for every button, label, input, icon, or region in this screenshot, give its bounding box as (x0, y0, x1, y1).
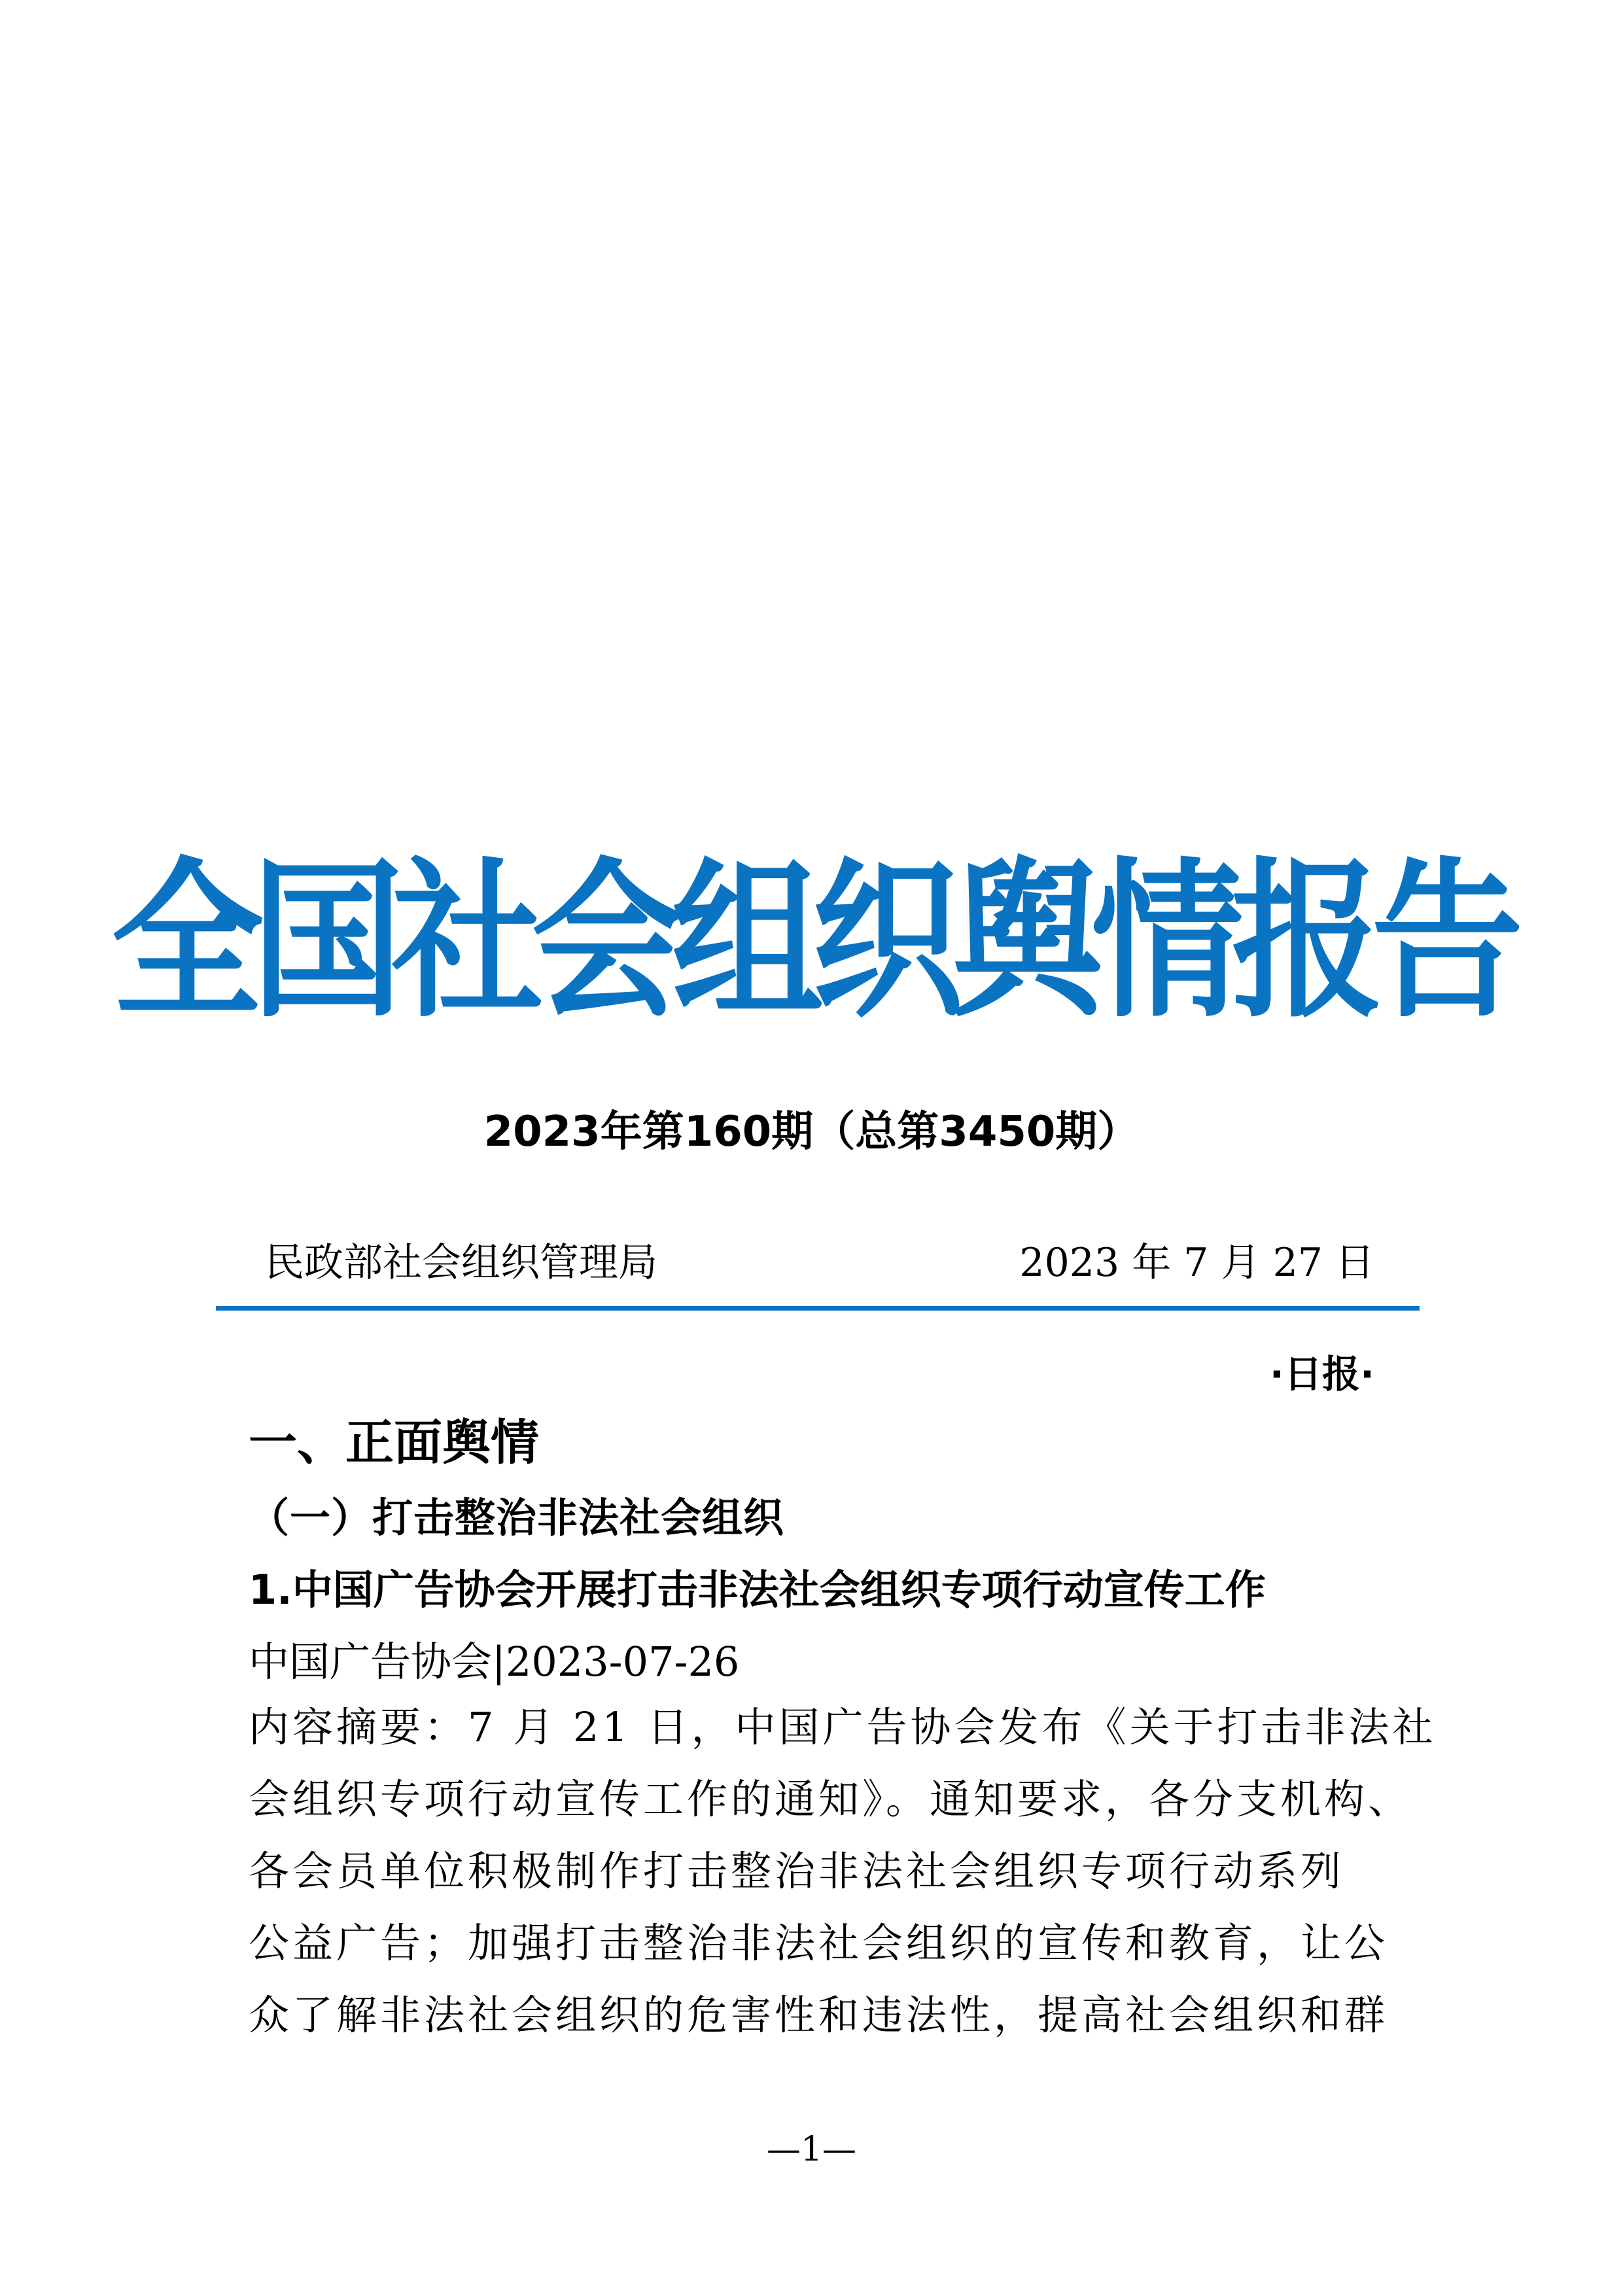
summary-line: 会组织专项行动宣传工作的通知》。通知要求，各分支机构、 (249, 1775, 1412, 1823)
section-heading: 一、正面舆情 (249, 1415, 539, 1471)
article-summary (249, 1691, 1437, 2051)
summary-line: 众了解非法社会组织的危害性和违法性，提高社会组织和群 (249, 1991, 1389, 2039)
publication-date: 2023 年 7 月 27 日 (1019, 1240, 1374, 1286)
publisher: 民政部社会组织管理局 (265, 1240, 657, 1286)
summary-line: 各会员单位积极制作打击整治非法社会组织专项行动系列 (249, 1847, 1345, 1895)
header-divider (216, 1306, 1420, 1311)
section-subheading: （一）打击整治非法社会组织 (249, 1494, 785, 1542)
issue-number: 2023年第160期（总第3450期） (483, 1108, 1140, 1156)
article-source: 中国广告协会|2023-07-26 (249, 1638, 740, 1686)
summary-line: 内容摘要：7 月 21 日，中国广告协会发布《关于打击非法社 (249, 1703, 1437, 1751)
masthead-title: 全国社会组织舆情报告 (111, 840, 1512, 1041)
summary-line: 公益广告；加强打击整治非法社会组织的宣传和教育，让公 (249, 1919, 1389, 1967)
report-type-label: ·日报· (1269, 1352, 1374, 1396)
page-number: —1— (766, 2130, 857, 2169)
article-title: 1.中国广告协会开展打击非法社会组织专项行动宣传工作 (249, 1566, 1266, 1614)
